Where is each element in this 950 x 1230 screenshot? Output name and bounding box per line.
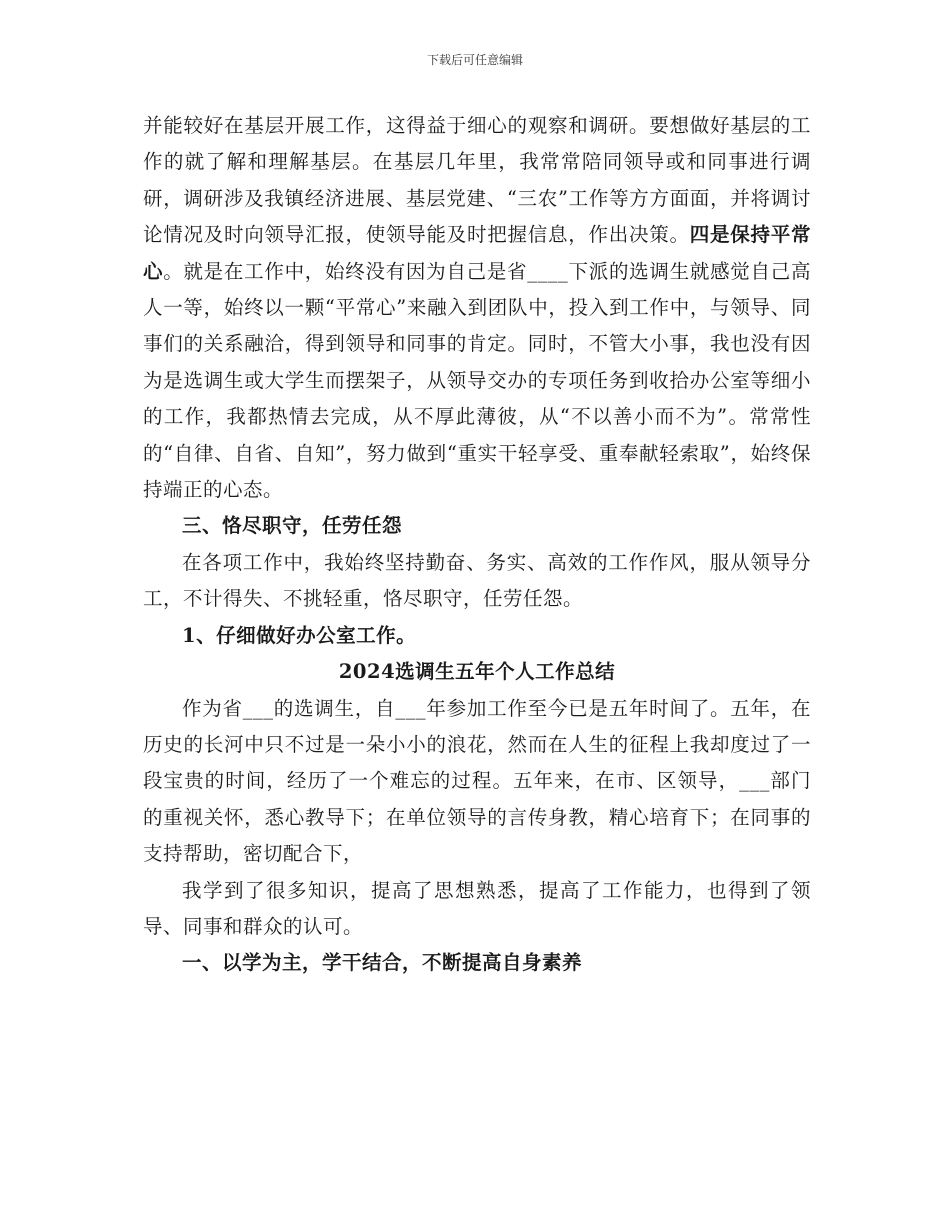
list-item-office-work: 1、仔细做好办公室工作。 <box>182 623 417 647</box>
document-title: 2024选调生五年个人工作总结 <box>338 660 616 684</box>
paragraph-continuation <box>143 108 811 508</box>
section-heading-three: 三、恪尽职守，任劳任怨 <box>182 514 403 538</box>
document-body <box>143 108 811 982</box>
paragraph-intro: 作为省___的选调生，自___年参加工作至今已是五年时间了。五年，在历史的长河中只不过是一朵小小的浪花，然而在人生的征程上我却度过了一段宝贵的时间，经历了一个难忘的过程。五年来，在市、区领导，___部门的重视关怀，悉心教导下；在单位领导的言传身教，精心培育下；在同事的支持帮助，密切配合下， <box>143 696 811 866</box>
page-header-note: 下载后可任意编辑 <box>426 53 523 67</box>
section-heading-one: 一、以学为主，学干结合，不断提高自身素养 <box>182 951 583 975</box>
bold-subheading: 四是保持平常心 <box>143 223 811 283</box>
paragraph-text: 。就是在工作中，始终没有因为自己是省____下派的选调生就感觉自己高人一等，始终以一颗“平常心”来融入到团队中，投入到工作中，与领导、同事们的关系融洽，得到领导和同事的肯定。同时，不管大小事，我也没有因为是选调生或大学生而摆架子，从领导交办的专项任务到收拾办公室等细小的工作，我都热情去完成，从不厚此薄彼，从“不以善小而不为”。常常性的“自律、自省、自知”，努力做到“重实干轻享受、重奉献轻索取”，始终保持端正的心态。 <box>143 259 811 502</box>
paragraph-work-style: 在各项工作中，我始终坚持勤奋、务实、高效的工作作风，服从领导分工，不计得失、不挑轻重，恪尽职守，任劳任怨。 <box>143 550 811 611</box>
paragraph-text: 并能较好在基层开展工作，这得益于细心的观察和调研。要想做好基层的工作的就了解和理解基层。在基层几年里，我常常陪同领导或和同事进行调研，调研涉及我镇经济进展、基层党建、“三农”工作等方方面面，并将调讨论情况及时向领导汇报，使领导能及时把握信息，作出决策。 <box>143 114 811 247</box>
paragraph-achievements: 我学到了很多知识，提高了思想熟悉，提高了工作能力，也得到了领导、同事和群众的认可。 <box>143 878 811 938</box>
